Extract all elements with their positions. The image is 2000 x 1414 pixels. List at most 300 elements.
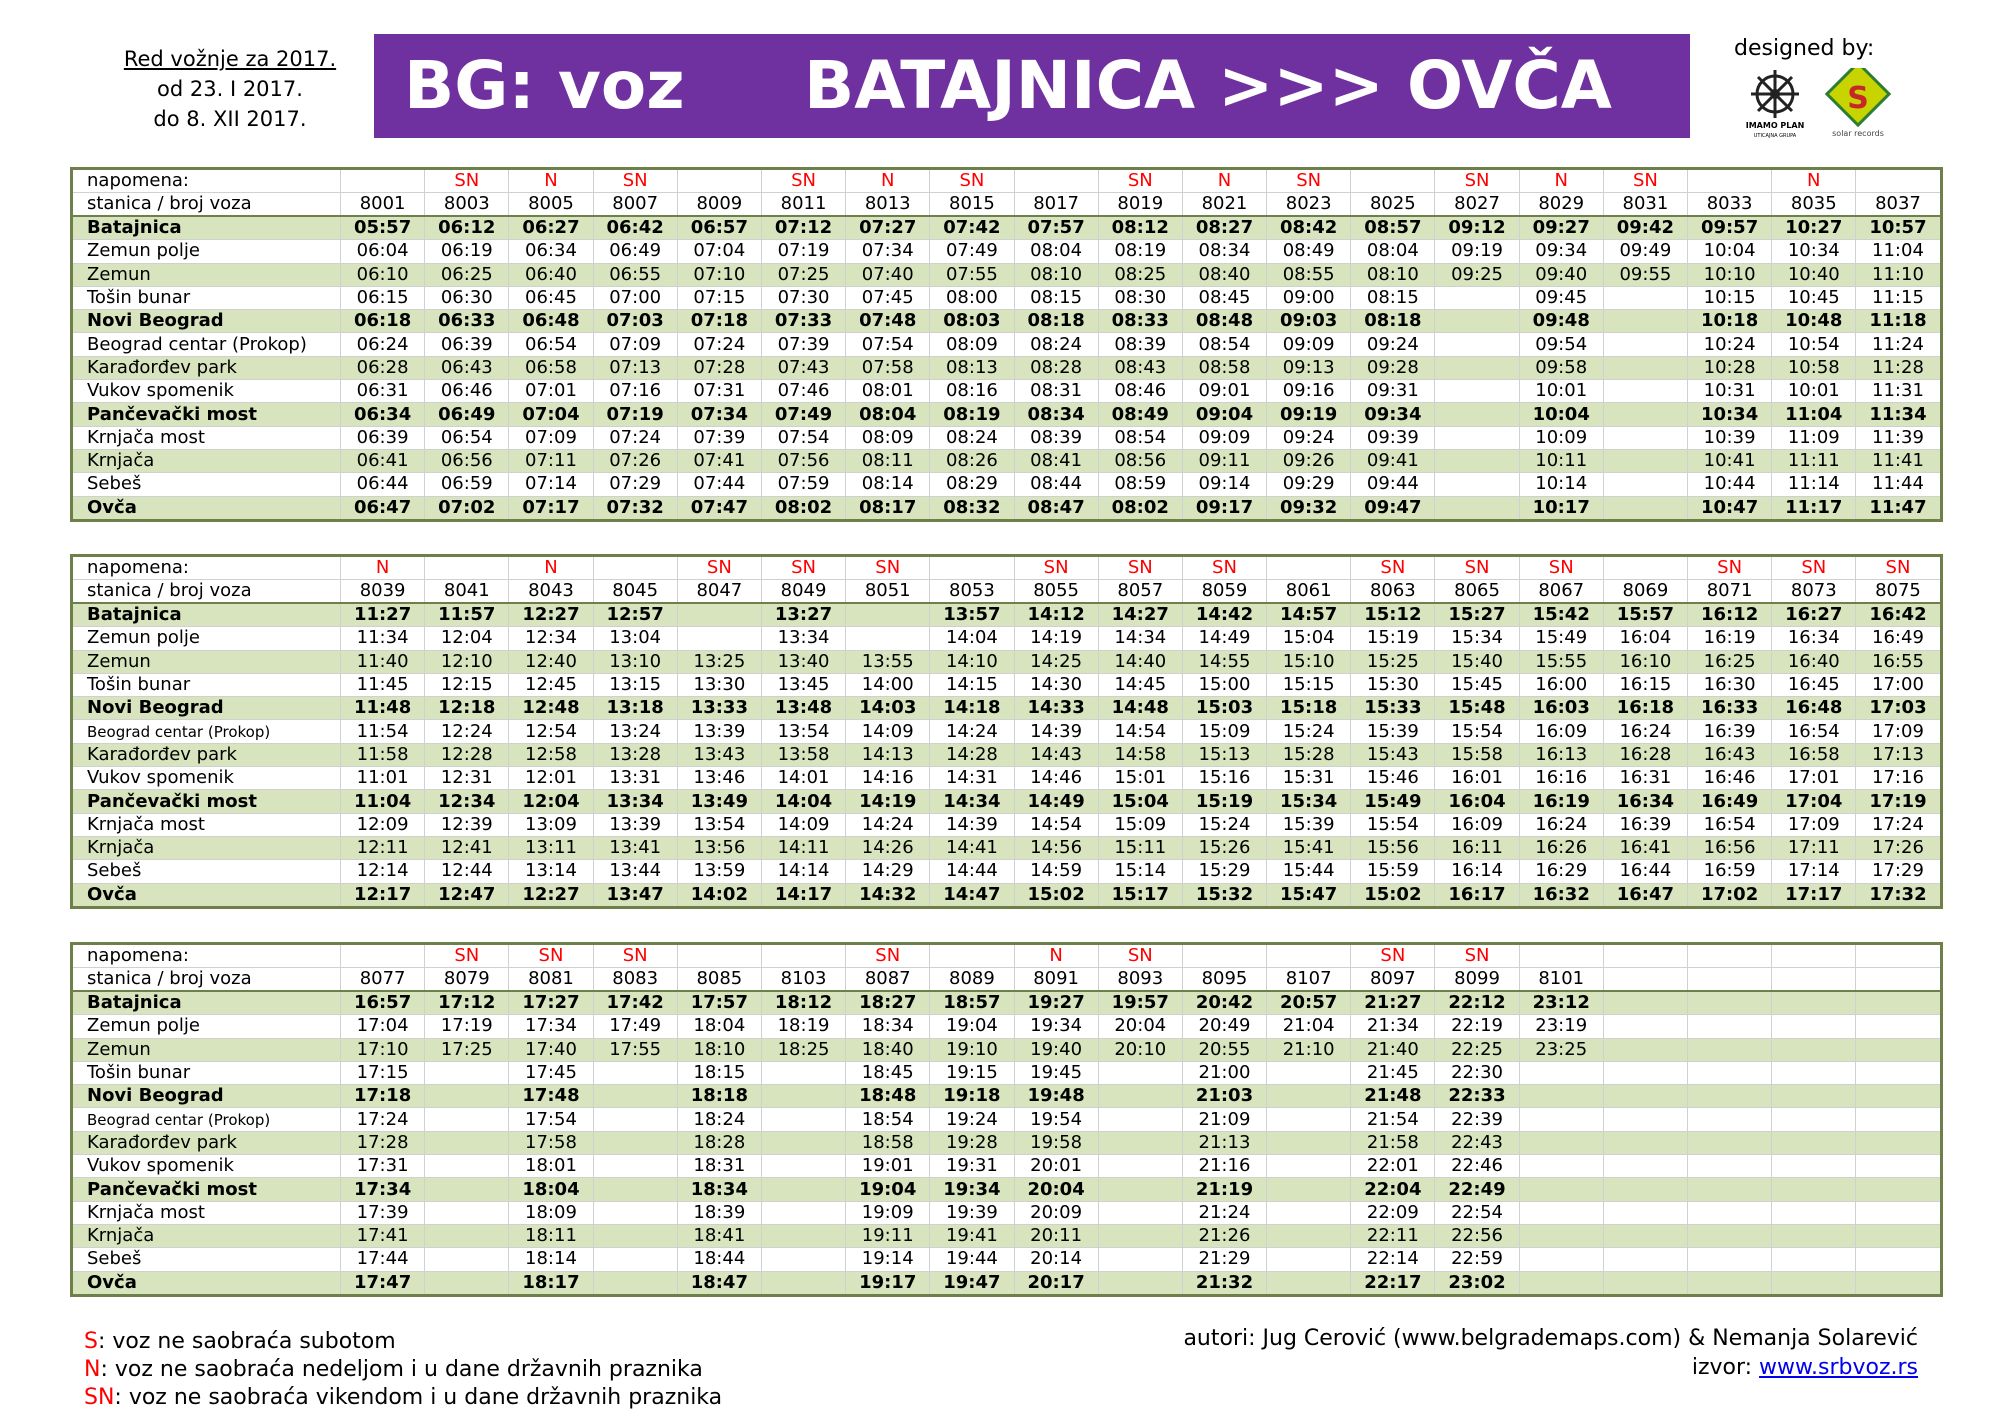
time-cell: 15:19 [1351,627,1435,650]
time-cell: 15:54 [1435,720,1519,743]
time-cell: 22:09 [1351,1201,1435,1224]
time-cell: 15:56 [1351,836,1435,859]
time-cell [1772,1061,1856,1084]
time-cell: 18:41 [677,1224,761,1247]
time-cell: 18:25 [761,1038,845,1061]
time-cell: 13:49 [677,790,761,813]
note-cell: SN [1519,557,1603,580]
time-cell: 22:46 [1435,1155,1519,1178]
station-row [73,743,1941,766]
legend-code: N [84,1357,101,1382]
station-row [73,697,1941,720]
time-cell: 22:04 [1351,1178,1435,1201]
time-cell [1098,1224,1182,1247]
time-cell [1267,1224,1351,1247]
time-cell [1435,333,1519,356]
time-cell: 15:09 [1098,813,1182,836]
time-cell: 12:27 [509,883,593,906]
time-cell: 14:17 [761,883,845,906]
time-cell: 07:24 [593,426,677,449]
time-cell [593,1178,677,1201]
time-cell: 08:24 [1014,333,1098,356]
time-cell: 11:47 [1856,496,1940,519]
time-cell [1688,1201,1772,1224]
time-cell: 07:45 [846,286,930,309]
source-link[interactable]: www.srbvoz.rs [1759,1355,1918,1380]
station-name: Zemun [73,1038,341,1061]
time-cell: 07:19 [593,403,677,426]
train-number-cell: 8061 [1267,580,1351,604]
time-cell: 17:29 [1856,860,1940,883]
station-row [73,790,1941,813]
station-row [73,449,1941,472]
time-cell: 09:29 [1267,473,1351,496]
time-cell: 08:31 [1014,380,1098,403]
time-cell: 16:13 [1519,743,1603,766]
time-cell: 18:04 [509,1178,593,1201]
train-number-cell: 8045 [593,580,677,604]
time-cell: 11:31 [1856,380,1940,403]
time-cell: 18:54 [846,1108,930,1131]
time-cell: 09:13 [1267,356,1351,379]
station-name: Zemun [73,650,341,673]
logo1-title: IMAMO PLAN [1745,121,1805,130]
station-name: Beograd centar (Prokop) [73,333,341,356]
time-cell [1603,1201,1687,1224]
time-cell: 16:28 [1603,743,1687,766]
time-cell [1856,1224,1940,1247]
time-cell: 16:09 [1435,813,1519,836]
time-cell: 12:18 [425,697,509,720]
time-cell: 19:04 [930,1015,1014,1038]
note-cell: SN [930,170,1014,193]
time-cell [761,1178,845,1201]
time-cell: 06:19 [425,240,509,263]
logo1-subtitle: UTICAJNA GRUPA [1753,133,1797,139]
legend-text: : voz ne saobraća vikendom i u dane državnih praznika [114,1385,723,1410]
time-cell: 07:01 [509,380,593,403]
station-name: Ovča [73,496,341,519]
logo2-letter: S [1847,81,1869,116]
time-cell: 16:58 [1772,743,1856,766]
time-cell: 15:44 [1267,860,1351,883]
train-number-cell: 8065 [1435,580,1519,604]
notes-label: napomena: [73,557,341,580]
station-name: Krnjača most [73,813,341,836]
time-cell: 16:47 [1603,883,1687,906]
note-cell: SN [1603,170,1687,193]
station-row [73,310,1941,333]
station-name: Novi Beograd [73,1085,341,1108]
time-cell: 16:39 [1688,720,1772,743]
time-cell: 07:16 [593,380,677,403]
time-cell: 19:09 [846,1201,930,1224]
time-cell [425,1085,509,1108]
train-number-row [73,968,1941,992]
note-cell: SN [1014,557,1098,580]
train-number-cell: 8083 [593,968,677,992]
station-name: Pančevački most [73,403,341,426]
time-cell: 07:47 [677,496,761,519]
time-cell: 14:45 [1098,673,1182,696]
time-cell: 11:54 [341,720,425,743]
time-cell: 13:28 [593,743,677,766]
time-cell [425,1224,509,1247]
time-cell: 05:57 [341,216,425,240]
legend-row-s [84,1328,722,1356]
station-row [73,720,1941,743]
note-cell: N [1182,170,1266,193]
time-cell: 23:02 [1435,1271,1519,1294]
time-cell: 15:34 [1435,627,1519,650]
train-number-cell: 8031 [1603,193,1687,217]
timetable-evening [72,944,1941,1295]
time-cell: 17:00 [1856,673,1940,696]
train-number-cell [1688,968,1772,992]
train-number-cell: 8007 [593,193,677,217]
station-name: Vukov spomenik [73,1155,341,1178]
time-cell: 07:34 [846,240,930,263]
note-cell [1182,945,1266,968]
time-cell: 07:39 [677,426,761,449]
time-cell: 18:18 [677,1085,761,1108]
time-cell: 09:40 [1519,263,1603,286]
time-cell: 17:01 [1772,767,1856,790]
time-cell [1688,1015,1772,1038]
time-cell: 12:57 [593,603,677,627]
time-cell: 14:04 [930,627,1014,650]
time-cell: 22:49 [1435,1178,1519,1201]
time-cell: 20:04 [1014,1178,1098,1201]
time-cell: 15:41 [1267,836,1351,859]
time-cell: 12:04 [425,627,509,650]
time-cell [1098,1131,1182,1154]
time-cell: 10:10 [1688,263,1772,286]
train-number-cell: 8071 [1688,580,1772,604]
time-cell: 19:18 [930,1085,1014,1108]
train-number-cell: 8003 [425,193,509,217]
time-cell: 16:48 [1772,697,1856,720]
time-cell: 19:44 [930,1248,1014,1271]
time-cell [1603,1248,1687,1271]
time-cell: 12:47 [425,883,509,906]
time-cell: 16:30 [1688,673,1772,696]
station-name: Beograd centar (Prokop) [73,720,341,743]
time-cell: 15:39 [1351,720,1435,743]
note-cell: SN [1351,557,1435,580]
time-cell: 17:34 [341,1178,425,1201]
designed-by-label: designed by: [1734,36,1875,61]
time-cell: 15:43 [1351,743,1435,766]
train-number-cell: 8055 [1014,580,1098,604]
time-cell [1603,473,1687,496]
time-cell: 10:15 [1688,286,1772,309]
notes-label: napomena: [73,170,341,193]
time-cell: 11:01 [341,767,425,790]
time-cell: 08:55 [1267,263,1351,286]
time-cell: 13:59 [677,860,761,883]
station-name: Karađorđev park [73,356,341,379]
note-cell: N [1014,945,1098,968]
time-cell: 12:17 [341,883,425,906]
time-cell: 16:39 [1603,813,1687,836]
time-cell: 15:10 [1267,650,1351,673]
time-cell: 17:13 [1856,743,1940,766]
time-cell [761,1248,845,1271]
time-cell: 17:11 [1772,836,1856,859]
station-name: Pančevački most [73,790,341,813]
time-cell: 12:34 [509,627,593,650]
time-cell: 22:54 [1435,1201,1519,1224]
station-name: Zemun [73,263,341,286]
time-cell: 16:34 [1603,790,1687,813]
time-cell [1856,1038,1940,1061]
time-cell: 16:11 [1435,836,1519,859]
time-cell: 18:34 [677,1178,761,1201]
time-cell: 16:19 [1519,790,1603,813]
train-number-cell: 8033 [1688,193,1772,217]
time-cell [761,1085,845,1108]
train-number-cell: 8067 [1519,580,1603,604]
time-cell: 14:54 [1098,720,1182,743]
time-cell: 06:18 [341,310,425,333]
time-cell: 18:47 [677,1271,761,1294]
train-number-cell: 8107 [1267,968,1351,992]
time-cell: 18:15 [677,1061,761,1084]
time-cell: 21:32 [1182,1271,1266,1294]
time-cell [761,1201,845,1224]
time-cell: 14:02 [677,883,761,906]
time-cell [1688,1131,1772,1154]
station-row [73,1248,1941,1271]
banner-route: BATAJNICA >>> OVČA [804,47,1612,124]
time-cell: 09:54 [1519,333,1603,356]
time-cell: 06:57 [677,216,761,240]
train-number-cell: 8079 [425,968,509,992]
legend-row-sn [84,1384,722,1412]
time-cell: 18:28 [677,1131,761,1154]
time-cell: 08:14 [846,473,930,496]
authors-credit: autori: Jug Cerović (www.belgrademaps.com) & Nemanja Solarević [1183,1326,1918,1351]
title-banner [374,34,1690,138]
note-cell [1688,170,1772,193]
time-cell: 18:19 [761,1015,845,1038]
time-cell: 08:02 [761,496,845,519]
time-cell: 11:57 [425,603,509,627]
time-cell: 07:59 [761,473,845,496]
time-cell: 19:47 [930,1271,1014,1294]
time-cell: 06:58 [509,356,593,379]
time-cell: 07:43 [761,356,845,379]
time-cell: 15:42 [1519,603,1603,627]
time-cell [1267,1248,1351,1271]
time-cell: 19:24 [930,1108,1014,1131]
time-cell: 20:14 [1014,1248,1098,1271]
time-cell: 07:17 [509,496,593,519]
time-cell: 07:04 [677,240,761,263]
station-name: Zemun polje [73,627,341,650]
station-name: Sebeš [73,473,341,496]
station-name: Zemun polje [73,1015,341,1038]
note-cell [1603,557,1687,580]
time-cell [1772,1201,1856,1224]
time-cell: 16:45 [1772,673,1856,696]
time-cell: 10:58 [1772,356,1856,379]
time-cell: 14:48 [1098,697,1182,720]
time-cell: 16:19 [1688,627,1772,650]
note-cell: SN [1098,557,1182,580]
valid-from: od 23. I 2017. [157,77,303,101]
time-cell [425,1201,509,1224]
time-cell [1435,380,1519,403]
time-cell: 12:34 [425,790,509,813]
time-cell [846,627,930,650]
time-cell: 16:04 [1603,627,1687,650]
time-cell: 16:16 [1519,767,1603,790]
time-cell: 16:12 [1688,603,1772,627]
time-cell: 16:44 [1603,860,1687,883]
time-cell: 12:39 [425,813,509,836]
time-cell: 14:59 [1014,860,1098,883]
note-cell: SN [1772,557,1856,580]
train-number-cell: 8059 [1182,580,1266,604]
time-cell: 22:39 [1435,1108,1519,1131]
time-cell: 08:56 [1098,449,1182,472]
station-name: Vukov spomenik [73,380,341,403]
imamo-plan-logo [1736,64,1814,140]
time-cell: 16:09 [1519,720,1603,743]
time-cell [1267,1178,1351,1201]
station-name: Tošin bunar [73,1061,341,1084]
time-cell: 15:48 [1435,697,1519,720]
station-name: Sebeš [73,860,341,883]
time-cell: 14:30 [1014,673,1098,696]
time-cell [1603,1038,1687,1061]
station-row [73,380,1941,403]
time-cell: 22:43 [1435,1131,1519,1154]
note-cell [1856,945,1940,968]
time-cell [1856,1201,1940,1224]
station-row [73,673,1941,696]
time-cell: 11:41 [1856,449,1940,472]
train-number-cell: 8037 [1856,193,1940,217]
train-number-cell: 8025 [1351,193,1435,217]
time-cell: 08:25 [1098,263,1182,286]
time-cell: 14:55 [1182,650,1266,673]
time-cell: 09:31 [1351,380,1435,403]
time-cell: 14:34 [930,790,1014,813]
note-cell [1267,557,1351,580]
time-cell [1603,403,1687,426]
time-cell: 15:55 [1519,650,1603,673]
time-cell: 08:26 [930,449,1014,472]
time-cell: 20:10 [1098,1038,1182,1061]
time-cell: 07:25 [761,263,845,286]
time-cell: 16:46 [1688,767,1772,790]
time-cell [425,1155,509,1178]
time-cell: 15:27 [1435,603,1519,627]
note-cell [341,945,425,968]
time-cell [593,1155,677,1178]
time-cell: 09:26 [1267,449,1351,472]
time-cell: 15:34 [1267,790,1351,813]
time-cell: 22:56 [1435,1224,1519,1247]
time-cell: 23:12 [1519,991,1603,1015]
time-cell: 11:28 [1856,356,1940,379]
train-number-cell: 8051 [846,580,930,604]
station-row [73,883,1941,906]
time-cell: 10:14 [1519,473,1603,496]
time-cell: 10:39 [1688,426,1772,449]
time-cell: 13:11 [509,836,593,859]
time-cell [1603,1224,1687,1247]
time-cell: 15:32 [1182,883,1266,906]
time-cell: 13:27 [761,603,845,627]
time-cell: 10:01 [1772,380,1856,403]
time-cell [1688,1155,1772,1178]
time-cell: 09:16 [1267,380,1351,403]
station-name: Batajnica [73,603,341,627]
time-cell: 16:15 [1603,673,1687,696]
time-cell: 13:10 [593,650,677,673]
time-cell [425,1131,509,1154]
time-cell: 07:49 [761,403,845,426]
time-cell [677,627,761,650]
valid-to: do 8. XII 2017. [153,107,307,131]
time-cell: 12:15 [425,673,509,696]
time-cell [1603,1178,1687,1201]
time-cell: 14:16 [846,767,930,790]
time-cell: 14:54 [1014,813,1098,836]
time-cell: 08:41 [1014,449,1098,472]
station-row [73,1131,1941,1154]
time-cell: 09:24 [1267,426,1351,449]
station-row [73,860,1941,883]
note-cell [761,945,845,968]
time-cell: 21:00 [1182,1061,1266,1084]
time-cell: 13:09 [509,813,593,836]
time-cell: 18:40 [846,1038,930,1061]
time-cell: 13:54 [677,813,761,836]
time-cell [1098,1271,1182,1294]
station-name: Tošin bunar [73,286,341,309]
time-cell: 18:58 [846,1131,930,1154]
note-cell [1351,170,1435,193]
solar-records-logo [1822,68,1894,140]
station-row [73,650,1941,673]
time-cell: 19:10 [930,1038,1014,1061]
time-cell: 07:56 [761,449,845,472]
train-number-cell: 8077 [341,968,425,992]
time-cell: 09:28 [1351,356,1435,379]
legend [84,1328,722,1412]
time-cell: 14:39 [1014,720,1098,743]
time-cell: 17:27 [509,991,593,1015]
time-cell: 10:54 [1772,333,1856,356]
time-cell: 21:19 [1182,1178,1266,1201]
time-cell: 15:19 [1182,790,1266,813]
note-cell: SN [1435,945,1519,968]
time-cell [593,1085,677,1108]
time-cell: 15:31 [1267,767,1351,790]
time-cell: 14:32 [846,883,930,906]
time-cell: 13:45 [761,673,845,696]
station-row [73,627,1941,650]
time-cell: 14:19 [1014,627,1098,650]
time-cell: 13:56 [677,836,761,859]
time-cell: 13:44 [593,860,677,883]
time-cell: 18:31 [677,1155,761,1178]
